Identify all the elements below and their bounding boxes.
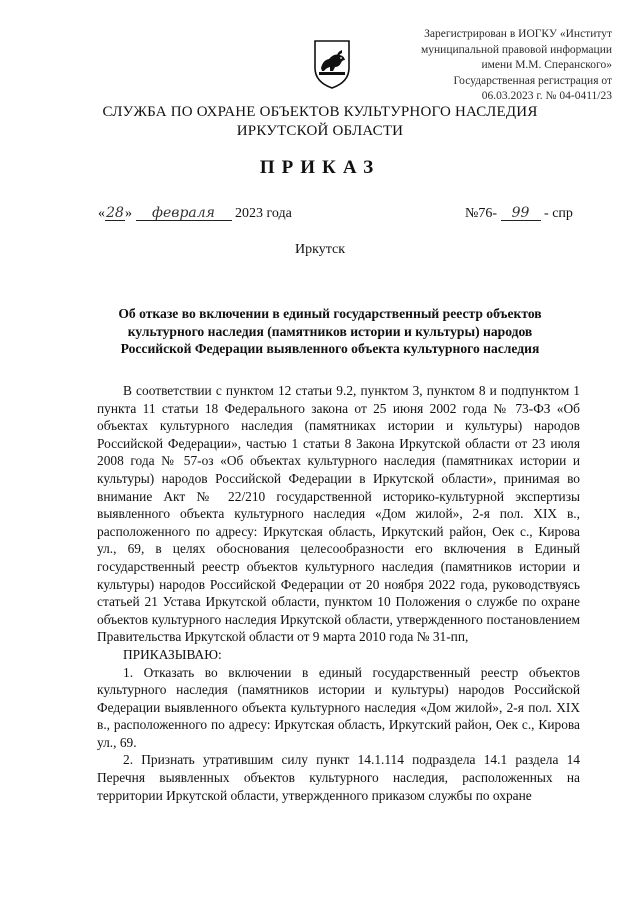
document-number [465, 205, 573, 223]
date-year: 2023 года [235, 206, 292, 221]
agency-name [0, 103, 640, 141]
number-value: 99 [501, 206, 541, 221]
document-city: Иркутск [294, 242, 346, 257]
registration-line: Государственная регистрация от [453, 74, 612, 87]
date-month: февраля [136, 206, 232, 221]
registration-line: имени М.М. Сперанского» [481, 59, 612, 71]
registration-line: 06.03.2023 г. № 04-0411/23 [481, 90, 612, 102]
document-title [90, 305, 570, 358]
registration-stamp [382, 27, 612, 105]
document-date [98, 205, 292, 223]
agency-name-line1: СЛУЖБА ПО ОХРАНЕ ОБЪЕКТОВ КУЛЬТУРНОГО НАСЛЕДИЯ [102, 104, 538, 120]
order-item-1: 1. Отказать во включении в единый государственный реестр объектов культурного наследия (памятников истории и культуры) народов Российской Федерации выявленного объекта культурного наследия «Дом жилой», 2-я пол. XIX в., расположенного по адресу: Иркутская область, Иркутский район, Оек с., Кирова ул., 69. [97, 664, 580, 750]
registration-line: Зарегистрирован в ИОГКУ «Институт [424, 28, 612, 40]
number-prefix: №76- [465, 206, 498, 221]
order-item-2: 2. Признать утратившим силу пункт 14.1.114 подраздела 14.1 раздела 14 Перечня выявленных объектов культурного наследия, расположенных на территории Иркутской области, утвержденного приказом службы по охране [97, 752, 580, 803]
title-line: Об отказе во включении в единый государственный реестр объектов [118, 306, 542, 321]
title-line: культурного наследия (памятников истории и культуры) народов [127, 323, 533, 339]
agency-name-line2: ИРКУТСКОЙ ОБЛАСТИ [236, 123, 404, 139]
order-word: ПРИКАЗЫВАЮ: [123, 646, 222, 662]
date-open-quote: « [98, 206, 105, 221]
preamble-paragraph: В соответствии с пунктом 12 статьи 9.2, пунктом 3, пунктом 8 и подпунктом 1 пункта 11 статьи 18 Федерального закона от 25 июня 2002 года № 73-ФЗ «Об объектах культурного наследия (памятниках истории и культуры) народов Российской Федерации», частью 1 статьи 8 Закона Иркутской области от 23 июля 2008 года № 57-оз «Об объектах культурного наследия (памятниках истории и культуры) народов Российской Федерации в Иркутской области», принимая во внимание Акт № 22/210 государственной историко-культурной экспертизы выявленного объекта культурного наследия «Дом жилой», 2-я пол. XIX в., расположенного по адресу: Иркутская область, Иркутский район, Оек с., Кирова ул., 69, в целях обоснования целесообразности его включения в Единый государственный реестр объектов культурного наследия (памятников истории и культуры) народов Российской Федерации от 20 ноября 2022 года, руководствуясь статьей 21 Устава Иркутской области, пунктом 10 Положения о службе по охране объектов культурного наследия Иркутской области, утвержденного постановлением Правительства Иркутской области от 9 марта 2010 года № 31-пп, [97, 383, 580, 645]
document-type: ПРИКАЗ [259, 157, 381, 178]
document-body [97, 382, 580, 804]
registration-line: муниципальной правовой информации [420, 43, 612, 56]
date-close-quote: » [125, 206, 132, 221]
irkutsk-coat-of-arms-icon [312, 38, 352, 90]
date-day: 28 [106, 205, 124, 221]
title-line: Российской Федерации выявленного объекта культурного наследия [120, 341, 540, 356]
number-suffix: - спр [544, 206, 573, 221]
